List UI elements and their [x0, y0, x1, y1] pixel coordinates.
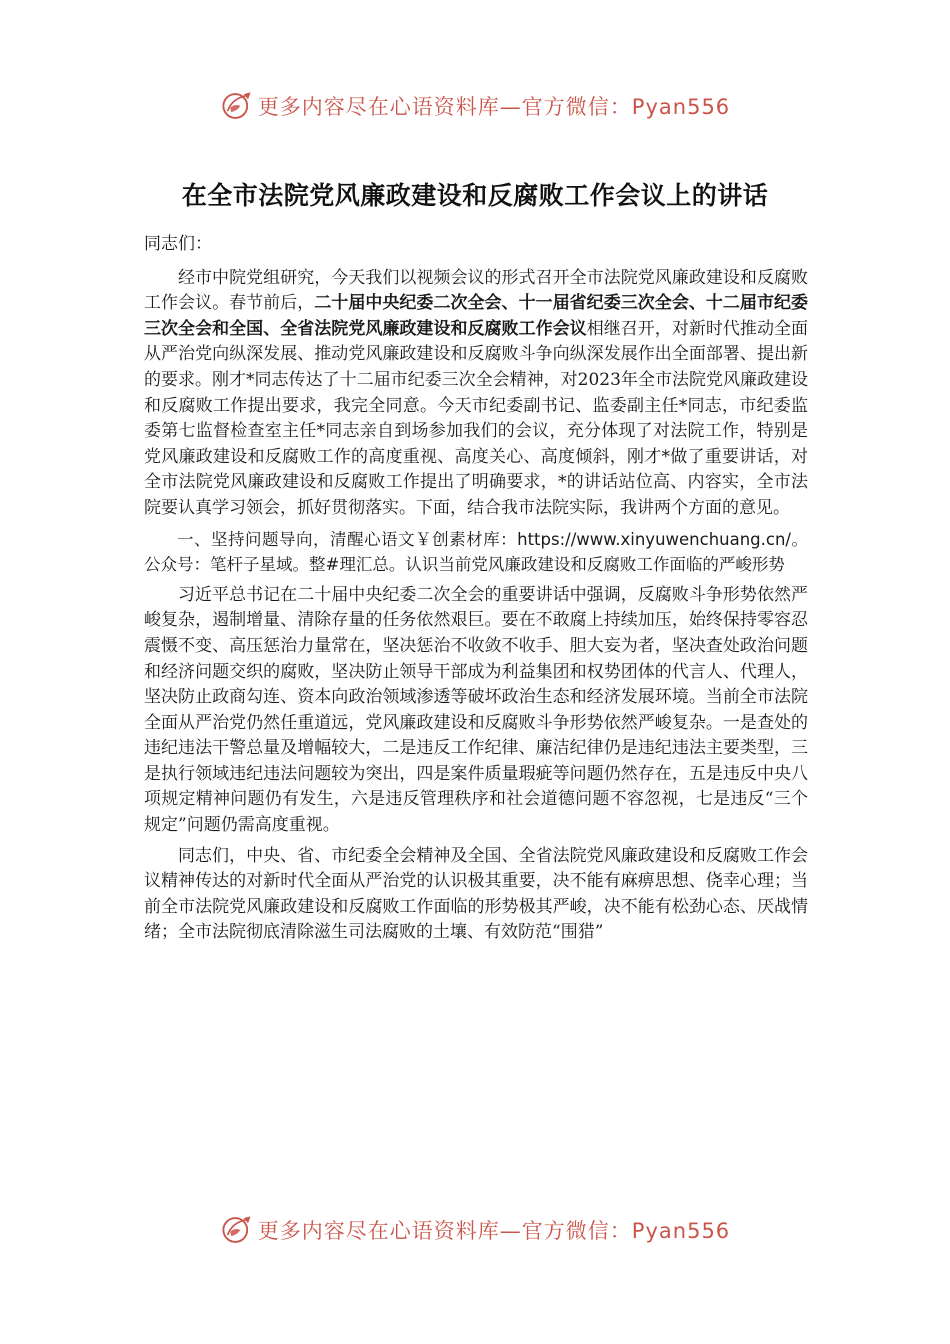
- paragraph-intro-start: 经市中院党组研究，今天我们以视频会议的形式召开全市法院党风廉政建设和反腐败工作会议。春节前后，: [144, 267, 808, 314]
- paragraph-intro-bold: 二十届中央纪委二次全会、十一届省纪委三次全会、十二届市纪委三次全会和全国、全省法院党风廉政建设和反腐败工作会议: [144, 293, 809, 339]
- paragraph-intro: [144, 266, 808, 522]
- paragraph-situation: 习近平总书记在二十届中央纪委二次全会的重要讲话中强调，反腐败斗争形势依然严峻复杂，遏制增量、清除存量的任务依然艰巨。要在不敢腐上持续加压，始终保持零容忍震慑不变、高压惩治力量常在，坚决惩治不收敛不收手、胆大妄为者，坚决查处政治问题和经济问题交织的腐败，坚决防止领导干部成为利益集团和权势团体的代言人、代理人，坚决防止政商勾连、资本向政治领域渗透等破坏政治生态和经济发展环境。当前全市法院全面从严治党仍然任重道远，党风廉政建设和反腐败斗争形势依然严峻复杂。一是查处的违纪违法干警总量及增幅较大，二是违反工作纪律、廉洁纪律仍是违纪违法主要类型，三是执行领域违纪违法问题较为突出，四是案件质量瑕疵等问题仍然存在，五是违反中央八项规定精神问题仍有发生，六是违反管理秩序和社会道德问题不容忽视，七是违反“三个规定”问题仍需高度重视。: [144, 584, 808, 836]
- pen-seal-logo-icon: [220, 1213, 254, 1247]
- section-heading-1: 一、坚持问题导向，清醒心语文￥创素材库：https://www.xinyuwenchuang.cn/。公众号：笔杆子星域。整#理汇总。认识当前党风廉政建设和反腐败工作面临的严峻形势: [144, 529, 808, 575]
- paragraph-comrades: 同志们，中央、省、市纪委全会精神及全国、全省法院党风廉政建设和反腐败工作会议精神传达的对新时代全面从严治党的认识极其重要，决不能有麻痹思想、侥幸心理；当前全市法院党风廉政建设和反腐败工作面临的形势极其严峻，决不能有松劲心态、厌战情绪；全市法院彻底清除滋生司法腐败的土壤、有效防范“围猎”: [144, 845, 808, 943]
- pen-seal-logo-icon: [220, 89, 254, 123]
- document-body: [144, 232, 808, 951]
- document-title: 在全市法院党风廉政建设和反腐败工作会议上的讲话: [181, 181, 769, 210]
- banner-text: 更多内容尽在心语资料库—官方微信：Pyan556: [257, 1219, 731, 1243]
- header-banner: [0, 86, 950, 126]
- paragraph-intro-end: 相继召开，对新时代推动全面从严治党向纵深发展、推动党风廉政建设和反腐败斗争向纵深发展作出全面部署、提出新的要求。刚才*同志传达了十二届市纪委三次全会精神，对2023年全市法院党风廉政建设和反腐败工作提出要求，我完全同意。今天市纪委副书记、监委副主任*同志，市纪委监委第七监督检查室主任*同志亲自到场参加我们的会议，充分体现了对法院工作，特别是党风廉政建设和反腐败工作的高度重视、高度关心、高度倾斜，刚才*做了重要讲话，对全市法院党风廉政建设和反腐败工作提出了明确要求，*的讲话站位高、内容实，全市法院要认真学习领会，抓好贯彻落实。下面，结合我市法院实际，我讲两个方面的意见。: [144, 318, 809, 518]
- footer-banner: [0, 1210, 950, 1250]
- banner-text: 更多内容尽在心语资料库—官方微信：Pyan556: [257, 95, 731, 119]
- salutation: 同志们：: [144, 234, 212, 254]
